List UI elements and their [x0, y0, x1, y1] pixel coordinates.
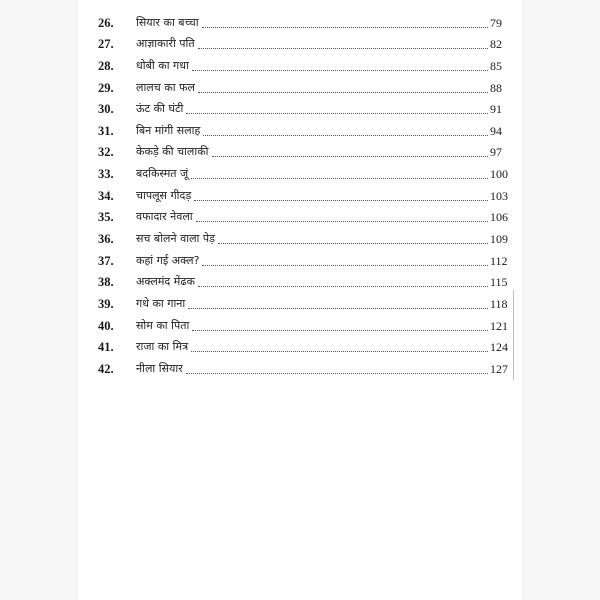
dot-leader — [192, 69, 488, 71]
entry-number: 29. — [98, 80, 114, 95]
entry-title: धोबी का गधा — [136, 58, 189, 72]
toc-entry — [98, 226, 520, 248]
entry-number: 40. — [98, 318, 114, 333]
entry-number: 28. — [98, 58, 114, 73]
toc-entry — [98, 205, 520, 227]
entry-title: लालच का फल — [136, 80, 195, 94]
toc-entry — [98, 75, 520, 97]
entry-number: 36. — [98, 232, 114, 247]
entry-title: चापलूस गीदड़ — [136, 188, 192, 202]
entry-number: 27. — [98, 37, 114, 52]
toc-entry — [98, 53, 520, 75]
entry-page-number: 118 — [490, 296, 508, 311]
entry-number: 32. — [98, 145, 114, 160]
toc-entry — [98, 161, 520, 183]
toc-entry — [98, 270, 520, 292]
entry-page-number: 79 — [490, 15, 502, 30]
table-of-contents — [98, 10, 520, 378]
dot-leader — [186, 372, 488, 374]
entry-title: कहां गई अक्ल? — [136, 253, 200, 267]
entry-page-number: 100 — [490, 167, 508, 182]
entry-number: 42. — [98, 361, 114, 376]
dot-leader — [218, 242, 488, 244]
toc-entry — [98, 32, 520, 54]
dot-leader — [198, 285, 488, 287]
entry-title: सियार का बच्चा — [136, 15, 199, 29]
entry-title: केकड़े की चालाकी — [136, 145, 209, 159]
entry-page-number: 121 — [490, 318, 508, 333]
dot-leader — [194, 199, 488, 201]
toc-entry — [98, 356, 520, 378]
dot-leader — [212, 155, 488, 157]
toc-entry — [98, 313, 520, 335]
toc-entry — [98, 335, 520, 357]
entry-number: 34. — [98, 188, 114, 203]
entry-page-number: 103 — [490, 188, 508, 203]
page-edge-line — [513, 290, 514, 380]
entry-page-number: 112 — [490, 253, 508, 268]
entry-title: नीला सियार — [136, 361, 183, 375]
book-page — [78, 0, 522, 600]
dot-leader — [198, 91, 488, 93]
entry-number: 37. — [98, 253, 114, 268]
entry-page-number: 82 — [490, 37, 502, 52]
entry-page-number: 91 — [490, 102, 502, 117]
dot-leader — [198, 47, 488, 49]
entry-title: सोम का पिता — [136, 318, 190, 332]
dot-leader — [191, 350, 488, 352]
entry-title: सच बोलने वाला पेड़ — [136, 232, 216, 246]
entry-title: वफादार नेवला — [136, 210, 193, 224]
entry-number: 33. — [98, 167, 114, 182]
entry-page-number: 88 — [490, 80, 502, 95]
entry-number: 31. — [98, 123, 114, 138]
entry-title: राजा का मित्र — [136, 340, 189, 354]
entry-number: 41. — [98, 340, 114, 355]
entry-number: 35. — [98, 210, 114, 225]
entry-title: बिन मांगी सलाह — [136, 123, 201, 137]
entry-page-number: 127 — [490, 361, 508, 376]
entry-title: गधे का गाना — [136, 296, 186, 310]
toc-entry — [98, 248, 520, 270]
dot-leader — [203, 134, 488, 136]
entry-number: 39. — [98, 296, 114, 311]
entry-number: 38. — [98, 275, 114, 290]
entry-page-number: 94 — [490, 123, 502, 138]
dot-leader — [202, 26, 488, 28]
toc-entry — [98, 291, 520, 313]
entry-title: आज्ञाकारी पति — [136, 37, 195, 51]
dot-leader — [191, 177, 488, 179]
toc-entry — [98, 140, 520, 162]
toc-entry — [98, 10, 520, 32]
entry-title: ऊंट की घंटी — [136, 102, 184, 116]
entry-page-number: 97 — [490, 145, 502, 160]
entry-number: 26. — [98, 15, 114, 30]
dot-leader — [186, 112, 488, 114]
entry-page-number: 106 — [490, 210, 508, 225]
entry-title: बदकिस्मत जूं — [136, 167, 189, 181]
entry-page-number: 124 — [490, 340, 508, 355]
entry-page-number: 85 — [490, 58, 502, 73]
toc-entry — [98, 183, 520, 205]
entry-page-number: 115 — [490, 275, 508, 290]
toc-entry — [98, 97, 520, 119]
dot-leader — [188, 307, 488, 309]
entry-number: 30. — [98, 102, 114, 117]
entry-title: अक्लमंद मेंढक — [136, 275, 195, 289]
dot-leader — [192, 329, 488, 331]
dot-leader — [196, 220, 488, 222]
toc-entry — [98, 118, 520, 140]
entry-page-number: 109 — [490, 232, 508, 247]
dot-leader — [202, 264, 488, 266]
